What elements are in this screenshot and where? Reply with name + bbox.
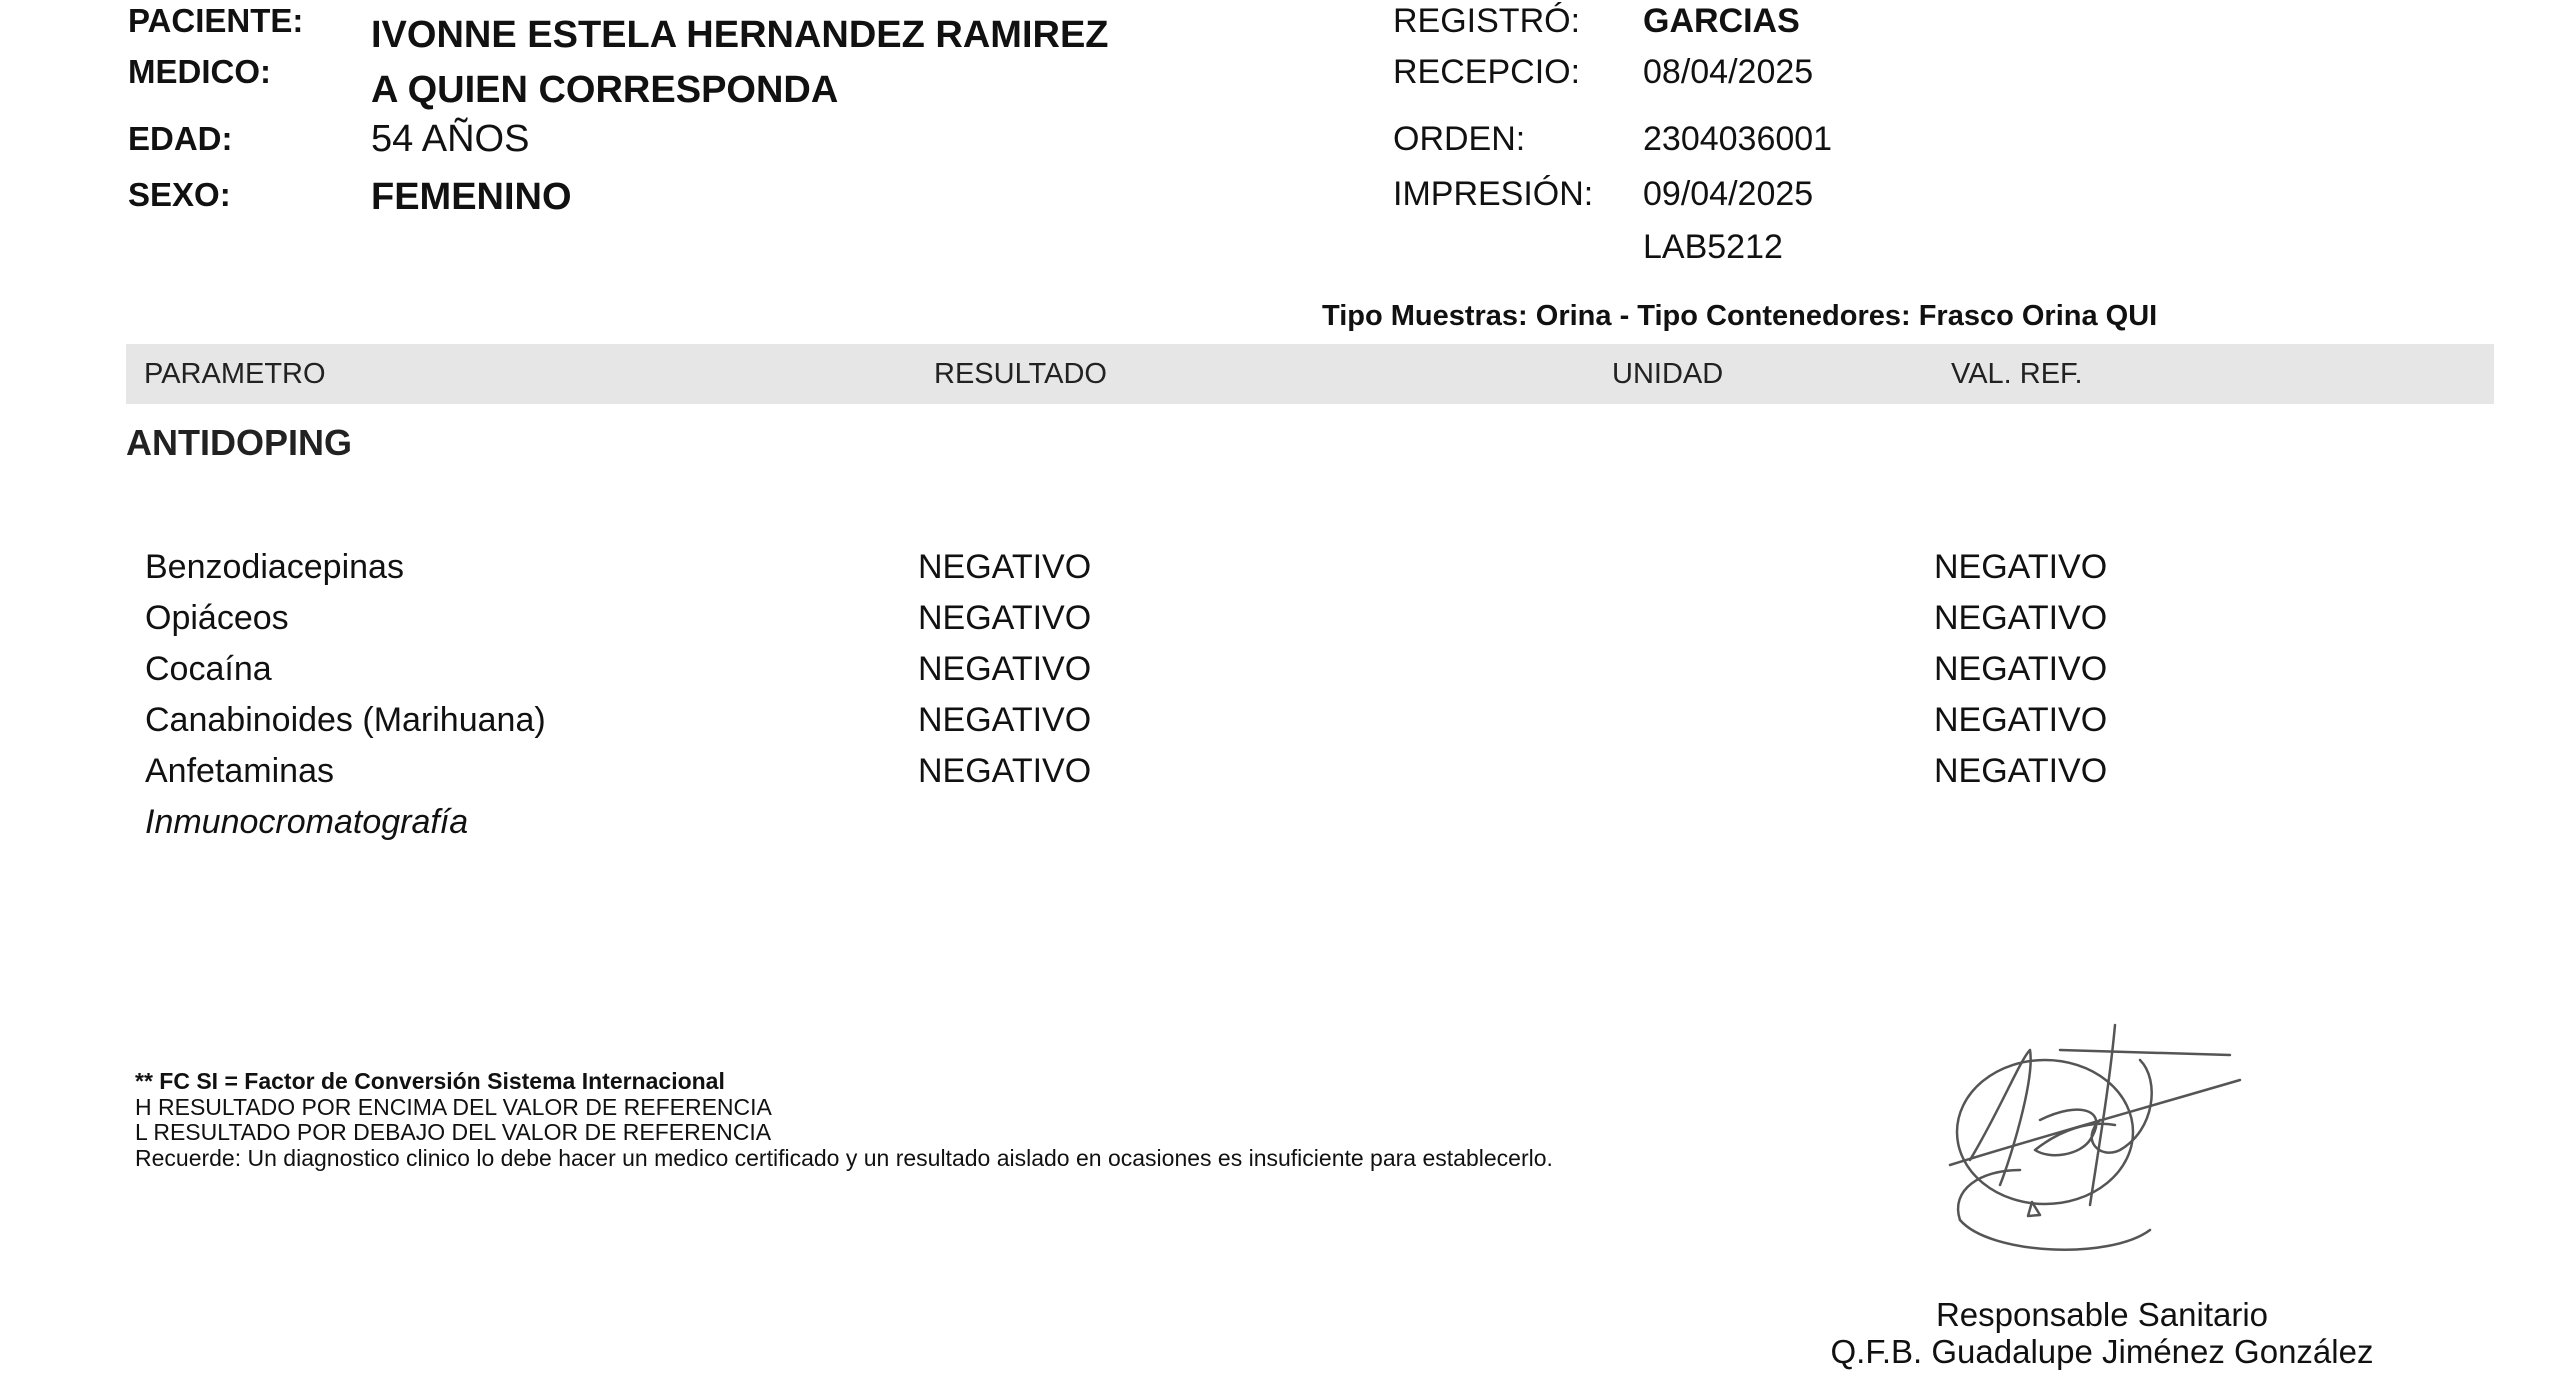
result-value: NEGATIVO [918, 548, 1092, 586]
column-header-bar [126, 344, 2494, 404]
signature-stroke [1957, 1060, 2133, 1204]
note-line: Recuerde: Un diagnostico clinico lo debe hacer un medico certificado y un resultado aislado en ocasiones es insuficiente para establecerlo. [135, 1144, 1553, 1171]
reference-value: NEGATIVO [1934, 650, 2108, 688]
parameter-name: Canabinoides (Marihuana) [145, 701, 546, 739]
reference-value: NEGATIVO [1934, 701, 2108, 739]
signer-name: Q.F.B. Guadalupe Jiménez González [1830, 1333, 2374, 1370]
method-label: Inmunocromatografía [145, 803, 469, 841]
column-unit: UNIDAD [1612, 358, 1724, 390]
column-parameter: PARAMETRO [144, 358, 326, 390]
table-row [0, 650, 2550, 700]
parameter-name: Anfetaminas [145, 752, 334, 790]
order-number: 2304036001 [1643, 120, 1833, 158]
signature-stroke [1958, 1170, 2020, 1220]
doctor-name: A QUIEN CORRESPONDA [371, 69, 839, 111]
table-row [0, 599, 2550, 649]
signature-stroke [2060, 1050, 2230, 1055]
doctor-label: MEDICO: [128, 53, 271, 90]
patient-label: PACIENTE: [128, 2, 304, 39]
reference-value: NEGATIVO [1934, 599, 2108, 637]
reference-value: NEGATIVO [1934, 752, 2108, 790]
age-label: EDAD: [128, 120, 233, 157]
received-label: RECEPCIO: [1393, 53, 1581, 91]
result-value: NEGATIVO [918, 599, 1092, 637]
printed-date: 09/04/2025 [1643, 175, 1814, 213]
column-reference: VAL. REF. [1951, 358, 2083, 390]
lab-code: LAB5212 [1643, 228, 1783, 266]
sample-info: Tipo Muestras: Orina - Tipo Contenedores: Frasco Orina QUI [1322, 300, 2158, 332]
signature-stroke [1960, 1220, 2150, 1250]
table-row [0, 548, 2550, 598]
result-value: NEGATIVO [918, 752, 1092, 790]
reference-value: NEGATIVO [1934, 548, 2108, 586]
column-result: RESULTADO [934, 358, 1107, 390]
note-line: L RESULTADO POR DEBAJO DEL VALOR DE REFERENCIA [135, 1119, 772, 1145]
parameter-name: Cocaína [145, 650, 272, 688]
patient-name: IVONNE ESTELA HERNANDEZ RAMIREZ [371, 14, 1109, 56]
section-title: ANTIDOPING [126, 422, 353, 463]
sex-value: FEMENINO [371, 176, 572, 218]
table-row [0, 752, 2550, 802]
parameter-name: Benzodiacepinas [145, 548, 404, 586]
signature-stroke [1950, 1080, 2240, 1165]
sex-label: SEXO: [128, 176, 231, 213]
result-value: NEGATIVO [918, 650, 1092, 688]
note-line: H RESULTADO POR ENCIMA DEL VALOR DE REFERENCIA [135, 1093, 772, 1120]
signature-scribble [1940, 1020, 2260, 1270]
registered-label: REGISTRÓ: [1393, 2, 1581, 40]
registered-value: GARCIAS [1643, 2, 1800, 40]
footnotes [135, 1069, 1553, 1171]
signer-title: Responsable Sanitario [1935, 1296, 2269, 1333]
table-row [0, 701, 2550, 751]
order-label: ORDEN: [1393, 120, 1526, 158]
received-date: 08/04/2025 [1643, 53, 1814, 91]
parameter-name: Opiáceos [145, 599, 289, 637]
age-value: 54 AÑOS [371, 118, 530, 160]
result-value: NEGATIVO [918, 701, 1092, 739]
note-line: ** FC SI = Factor de Conversión Sistema Internacional [135, 1068, 725, 1094]
printed-label: IMPRESIÓN: [1393, 175, 1594, 213]
